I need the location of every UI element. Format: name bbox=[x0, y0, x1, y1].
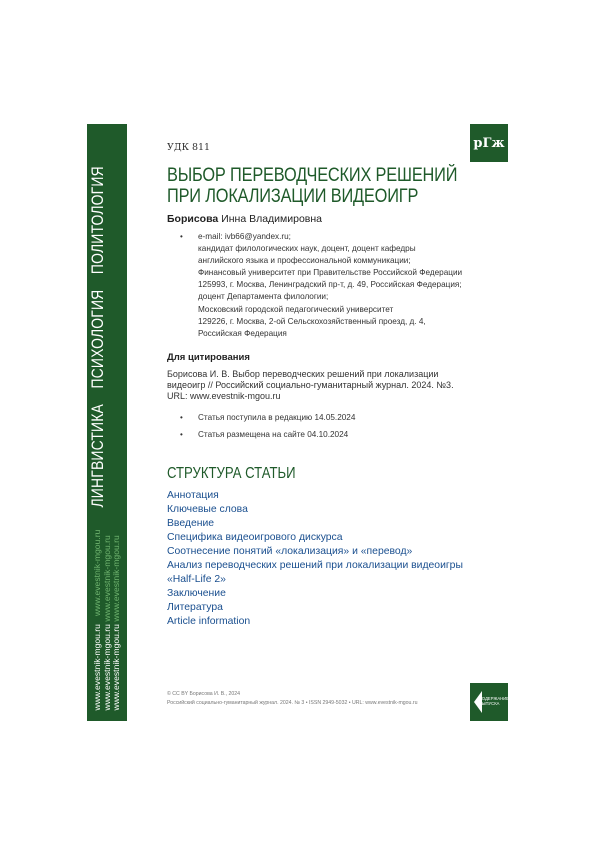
page-footer bbox=[167, 690, 417, 708]
toc-link-abstract[interactable]: Аннотация bbox=[167, 489, 219, 501]
bullet-icon: • bbox=[180, 232, 183, 241]
affiliation-line: 129226, г. Москва, 2-ой Сельскохозяйственный проезд, д. 4, bbox=[198, 316, 426, 326]
toc-link-references[interactable]: Литература bbox=[167, 601, 223, 613]
date-published-text: Статья размещена на сайте 04.10.2024 bbox=[198, 429, 349, 439]
issue-contents-label-line1: СОДЕРЖАНИЕ bbox=[479, 696, 509, 701]
subject-politology: ПОЛИТОЛОГИЯ bbox=[87, 166, 107, 275]
author-email[interactable]: e-mail: ivb66@yandex.ru; bbox=[198, 232, 291, 241]
band-subjects bbox=[87, 166, 107, 508]
band-url-3[interactable]: www.evestnik-mgou.ru bbox=[101, 624, 112, 711]
affiliation-line: 125993, г. Москва, Ленинградский пр-т, д. 49, Российская Федерация; bbox=[198, 280, 462, 290]
affiliation-line: доцент Департамента филологии; bbox=[198, 292, 329, 302]
band-url-4[interactable]: www.evestnik-mgou.ru bbox=[101, 535, 112, 622]
side-band-text bbox=[87, 124, 127, 721]
date-received bbox=[167, 409, 467, 426]
article-header bbox=[167, 142, 467, 629]
author-affiliation bbox=[167, 231, 467, 340]
toc-link-analysis-cont[interactable]: «Half-Life 2» bbox=[167, 573, 226, 585]
bullet-icon: • bbox=[180, 412, 183, 422]
affiliation-line: Московский городской педагогический университет bbox=[198, 304, 394, 314]
toc-link-analysis[interactable]: Анализ переводческих решений при локализации видеоигры bbox=[167, 559, 463, 571]
toc-link-concepts[interactable]: Соотнесение понятий «локализация» и «перевод» bbox=[167, 545, 413, 557]
subject-psychology: ПСИХОЛОГИЯ bbox=[87, 289, 107, 389]
journal-logo[interactable] bbox=[470, 124, 508, 162]
affiliation-line: Российская Федерация bbox=[198, 328, 287, 338]
citation-heading: Для цитирования bbox=[167, 351, 250, 363]
structure-heading: СТРУКТУРА СТАТЬИ bbox=[167, 464, 296, 482]
footer-journal-info: Российский социально-гуманитарный журнал. 2024. № 3 • ISSN 2949-5032 • URL: www.evestnik-mgou.ru bbox=[167, 700, 418, 706]
band-url-2[interactable]: www.evestnik-mgou.ru bbox=[91, 529, 102, 617]
udk-code: УДК 811 bbox=[167, 142, 211, 153]
toc-link-keywords[interactable]: Ключевые слова bbox=[167, 503, 248, 515]
citation-text: Борисова И. В. Выбор переводческих решений при локализации видеоигр // Российский социально-гуманитарный журнал. 2024. №3. URL: www.evestnik-mgou.ru bbox=[167, 368, 454, 402]
article-title-line-1: ВЫБОР ПЕРЕВОДЧЕСКИХ РЕШЕНИЙ bbox=[167, 165, 458, 186]
affiliation-item bbox=[167, 231, 467, 340]
author-surname: Борисова bbox=[167, 213, 219, 225]
table-of-contents bbox=[167, 489, 467, 629]
toc-link-article-info[interactable]: Article information bbox=[167, 615, 251, 627]
toc-link-conclusion[interactable]: Заключение bbox=[167, 587, 226, 599]
article-title bbox=[167, 165, 468, 207]
toc-link-introduction[interactable]: Введение bbox=[167, 517, 215, 529]
band-url-6[interactable]: www.evestnik-mgou.ru bbox=[111, 535, 121, 622]
date-received-text: Статья поступила в редакцию 14.05.2024 bbox=[198, 412, 356, 422]
author bbox=[167, 213, 467, 225]
article-dates bbox=[167, 409, 467, 443]
affiliation-line: кандидат филологических наук, доцент, доцент кафедры bbox=[198, 244, 416, 254]
issue-contents-label-line2: ВЫПУСКА bbox=[479, 701, 500, 706]
author-name: Инна Владимировна bbox=[221, 213, 323, 225]
toc-link-specifics[interactable]: Специфика видеоигрового дискурса bbox=[167, 531, 343, 543]
issue-contents-label bbox=[479, 696, 509, 706]
footer-copyright: © CC BY Борисова И. В., 2024 bbox=[167, 691, 241, 697]
article-title-line-2: ПРИ ЛОКАЛИЗАЦИИ ВИДЕОИГР bbox=[167, 186, 419, 207]
bullet-icon: • bbox=[180, 429, 183, 439]
band-url-5[interactable]: www.evestnik-mgou.ru bbox=[111, 624, 121, 711]
band-url-1[interactable]: www.evestnik-mgou.ru bbox=[91, 624, 102, 711]
date-published bbox=[167, 426, 467, 443]
subject-linguistics: ЛИНГВИСТИКА bbox=[87, 404, 107, 508]
affiliation-line: английского языка и профессиональной коммуникации; bbox=[198, 256, 411, 266]
issue-contents-button[interactable] bbox=[470, 683, 508, 721]
affiliation-line: Финансовый университет при Правительстве Российской Федерации bbox=[198, 268, 463, 278]
journal-logo-text: рГж bbox=[473, 135, 505, 151]
